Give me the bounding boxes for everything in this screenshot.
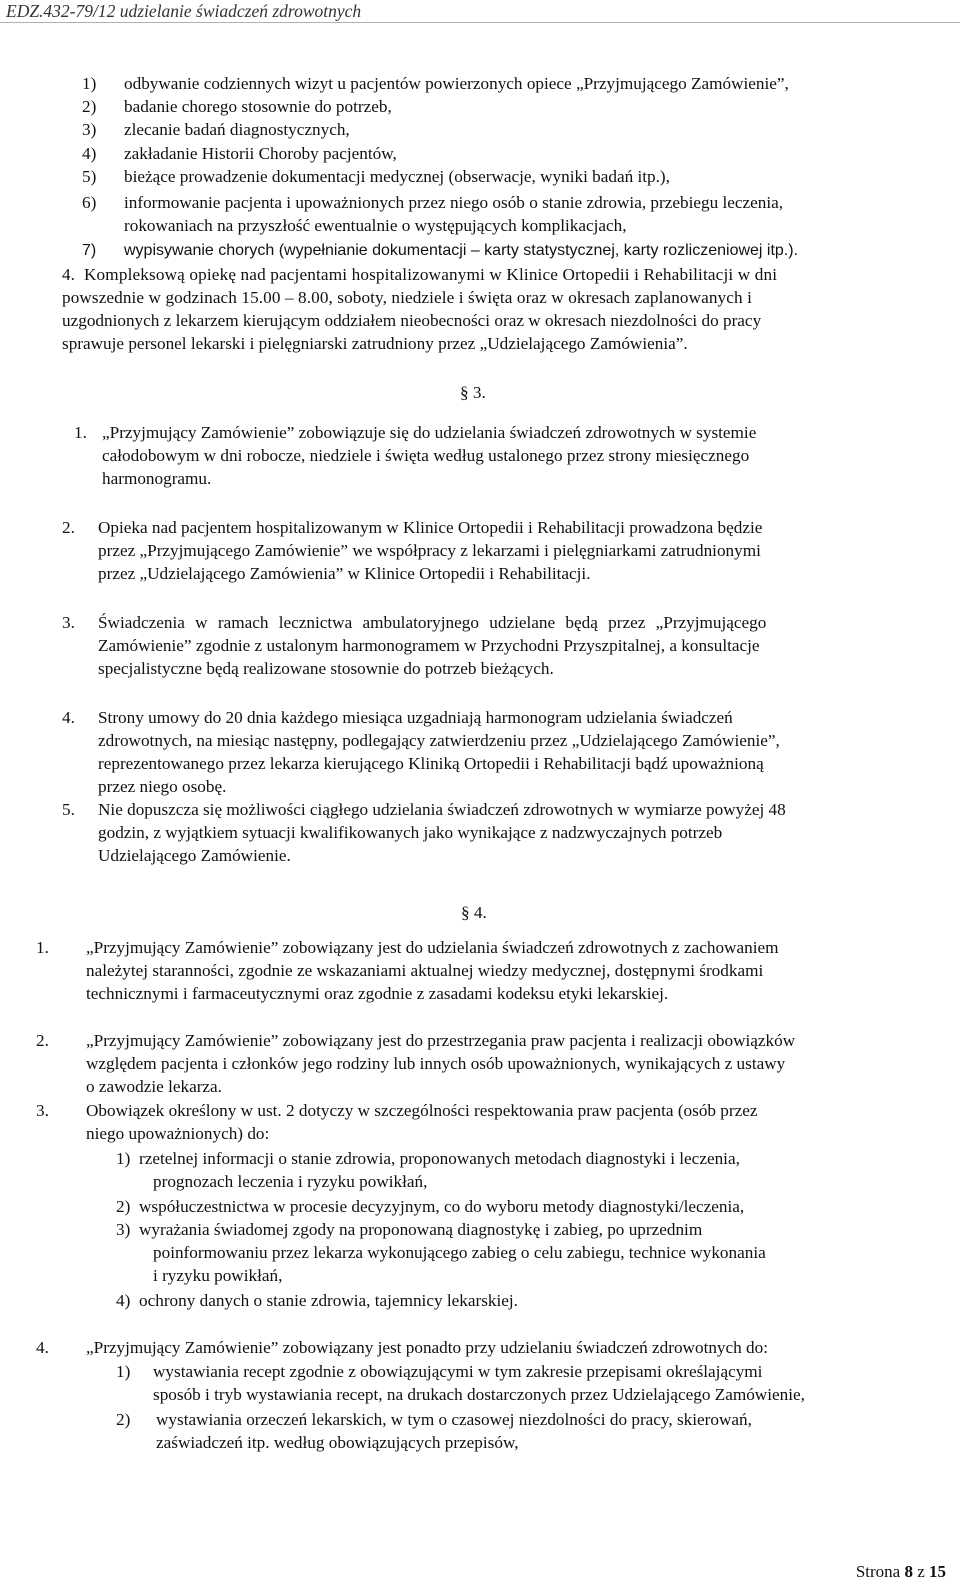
list-item-text: badanie chorego stosownie do potrzeb, — [124, 97, 392, 116]
footer-page-total: 15 — [929, 1562, 946, 1581]
section-item-number: 4. — [36, 1338, 49, 1357]
section-item-line: „Przyjmujący Zamówienie” zobowiązany jest do udzielania świadczeń zdrowotnych z zachowaniem — [86, 938, 779, 957]
section-item-line: technicznymi i farmaceutycznymi oraz zgodnie z zasadami kodeksu etyki lekarskiej. — [86, 984, 669, 1003]
section-item-line: specjalistyczne będą realizowane stosownie do potrzeb bieżących. — [98, 659, 554, 678]
paragraph-line: powszednie w godzinach 15.00 – 8.00, soboty, niedziele i święta oraz w okresach zaplanowanych i — [62, 288, 752, 307]
sublist-item-line: współuczestnictwa w procesie decyzyjnym, co do wyboru metody diagnostyki/leczenia, — [139, 1197, 745, 1216]
sublist-item-number: 4) — [116, 1291, 131, 1310]
sublist-item-number: 2) — [116, 1410, 131, 1429]
section-3-title: § 3. — [460, 383, 486, 402]
section-item-line: niego upoważnionych) do: — [86, 1124, 270, 1143]
footer-prefix: Strona — [855, 1562, 905, 1581]
section-item-line: zdrowotnych, na miesiąc następny, podlegający zatwierdzeniu przez „Udzielającego Zamówienie”, — [98, 731, 780, 750]
section-item-line: godzin, z wyjątkiem sytuacji kwalifikowanych jako wynikające z nadzwyczajnych potrzeb — [98, 823, 723, 842]
paragraph-line: Kompleksową opiekę nad pacjentami hospitalizowanymi w Klinice Ortopedii i Rehabilitacji w dni — [84, 265, 778, 284]
list-item-number: 7) — [82, 242, 97, 259]
section-item-number: 2. — [36, 1031, 49, 1050]
list-item-text: zlecanie badań diagnostycznych, — [124, 120, 350, 139]
section-item-line: przez „Przyjmującego Zamówienie” we współpracy z lekarzami i pielęgniarkami zatrudnionymi — [98, 541, 761, 560]
list-item-text-line: informowanie pacjenta i upoważnionych przez niego osób o stanie zdrowia, przebiegu leczenia, — [124, 193, 784, 212]
footer-mid: z — [912, 1562, 929, 1581]
sublist-item-line: rzetelnej informacji o stanie zdrowia, proponowanych metodach diagnostyki i leczenia, — [139, 1149, 740, 1168]
section-item-number: 1. — [36, 938, 49, 957]
section-item-line: Udzielającego Zamówienie. — [98, 846, 291, 865]
sublist-item-number: 1) — [116, 1149, 131, 1168]
list-item-number: 4) — [82, 144, 97, 163]
section-item-number: 3. — [62, 613, 75, 632]
section-item-line: Opieka nad pacjentem hospitalizowanym w Klinice Ortopedii i Rehabilitacji prowadzona będzie — [98, 518, 763, 537]
sublist-item-line: wystawiania recept zgodnie z obowiązującymi w tym zakresie przepisami określającymi — [153, 1362, 763, 1381]
section-item-line: harmonogramu. — [102, 469, 212, 488]
header-title: EDZ.432-79/12 udzielanie świadczeń zdrowotnych — [6, 1, 362, 21]
section-item-line: o zawodzie lekarza. — [86, 1077, 222, 1096]
section-item-number: 1. — [74, 423, 87, 442]
section-item-line: Nie dopuszcza się możliwości ciągłego udzielania świadczeń zdrowotnych w wymiarze powyżej 48 — [98, 800, 786, 819]
list-item-text: bieżące prowadzenie dokumentacji medycznej (obserwacje, wyniki badań itp.), — [124, 167, 670, 186]
paragraph-line: uzgodnionych z lekarzem kierującym oddziałem nieobecności oraz w okresach niezdolności do pracy — [62, 311, 762, 330]
paragraph-line: sprawuje personel lekarski i pielęgniarski zatrudniony przez „Udzielającego Zamówienia”. — [62, 334, 688, 353]
sublist-item-line: zaświadczeń itp. według obowiązujących przepisów, — [156, 1433, 519, 1452]
section-item-line: „Przyjmujący Zamówienie” zobowiązany jest do przestrzegania praw pacjenta i realizacji obowiązków — [86, 1031, 796, 1050]
section-item-line: Zamówienie” zgodnie z ustalonym harmonogramem w Przychodni Przyszpitalnej, a konsultacje — [98, 636, 760, 655]
paragraph-number: 4. — [62, 265, 75, 284]
list-item-text — [124, 193, 944, 213]
section-item-line: przez „Udzielającego Zamówienia” w Klinice Ortopedii i Rehabilitacji. — [98, 564, 591, 583]
list-item-number: 5) — [82, 167, 97, 186]
section-item-line: Strony umowy do 20 dnia każdego miesiąca uzgadniają harmonogram udzielania świadczeń — [98, 708, 733, 727]
section-item-line: Obowiązek określony w ust. 2 dotyczy w szczególności respektowania praw pacjenta (osób przez — [86, 1101, 758, 1120]
sublist-item-number: 2) — [116, 1197, 131, 1216]
section-item-line: całodobowym w dni robocze, niedziele i święta według ustalonego przez strony miesięcznego — [102, 446, 750, 465]
section-4-title: § 4. — [461, 903, 487, 922]
page-header — [0, 0, 960, 23]
list-item-number: 6) — [82, 193, 97, 212]
section-item-number: 2. — [62, 518, 75, 537]
list-item-number: 1) — [82, 74, 97, 93]
section-item-line: Świadczenia w ramach lecznictwa ambulatoryjnego udzielane będą przez „Przyjmującego — [98, 613, 767, 632]
sublist-item-line: wyrażania świadomej zgody na proponowaną diagnostykę i zabieg, po uprzednim — [139, 1220, 703, 1239]
section-item-line: „Przyjmujący Zamówienie” zobowiązany jest ponadto przy udzielaniu świadczeń zdrowotnych do: — [86, 1338, 769, 1357]
sublist-item-line: i ryzyku powikłań, — [153, 1266, 283, 1285]
section-item-line: „Przyjmujący Zamówienie” zobowiązuje się do udzielania świadczeń zdrowotnych w systemie — [102, 423, 757, 442]
sublist-item-line: prognozach leczenia i ryzyku powikłań, — [153, 1172, 428, 1191]
section-item-number: 5. — [62, 800, 75, 819]
page-footer — [856, 1562, 946, 1582]
section-item-number: 4. — [62, 708, 75, 727]
list-item-text-line: rokowaniach na przyszłość ewentualnie o występujących komplikacjach, — [124, 216, 627, 235]
list-item-text: odbywanie codziennych wizyt u pacjentów powierzonych opiece „Przyjmującego Zamówienie”, — [124, 74, 789, 93]
sublist-item-line: poinformowaniu przez lekarza wykonującego zabieg o celu zabiegu, technice wykonania — [153, 1243, 766, 1262]
section-item-number: 3. — [36, 1101, 49, 1120]
list-item-number: 2) — [82, 97, 97, 116]
footer-page-number: 8 — [904, 1562, 913, 1581]
list-item-text: zakładanie Historii Choroby pacjentów, — [124, 144, 397, 163]
section-item-line: należytej staranności, zgodnie ze wskazaniami aktualnej wiedzy medycznej, dostępnymi środkami — [86, 961, 764, 980]
sublist-item-number: 3) — [116, 1220, 131, 1239]
sublist-item-line: sposób i tryb wystawiania recept, na drukach dostarczonych przez Udzielającego Zamówienie, — [153, 1385, 805, 1404]
section-item-line: reprezentowanego przez lekarza kierującego Kliniką Ortopedii i Rehabilitacji bądź upoważnioną — [98, 754, 764, 773]
list-item-number: 3) — [82, 120, 97, 139]
section-item-line: przez niego osobę. — [98, 777, 227, 796]
sublist-item-line: ochrony danych o stanie zdrowia, tajemnicy lekarskiej. — [139, 1291, 518, 1310]
sublist-item-line: wystawiania orzeczeń lekarskich, w tym o czasowej niezdolności do pracy, skierowań, — [156, 1410, 752, 1429]
section-item-line: względem pacjenta i członków jego rodziny lub innych osób upoważnionych, wynikających z ustawy — [86, 1054, 786, 1073]
list-item-text: wypisywanie chorych (wypełnianie dokumentacji – karty statystycznej, karty rozliczeniowej itp.). — [124, 242, 799, 259]
sublist-item-number: 1) — [116, 1362, 131, 1381]
